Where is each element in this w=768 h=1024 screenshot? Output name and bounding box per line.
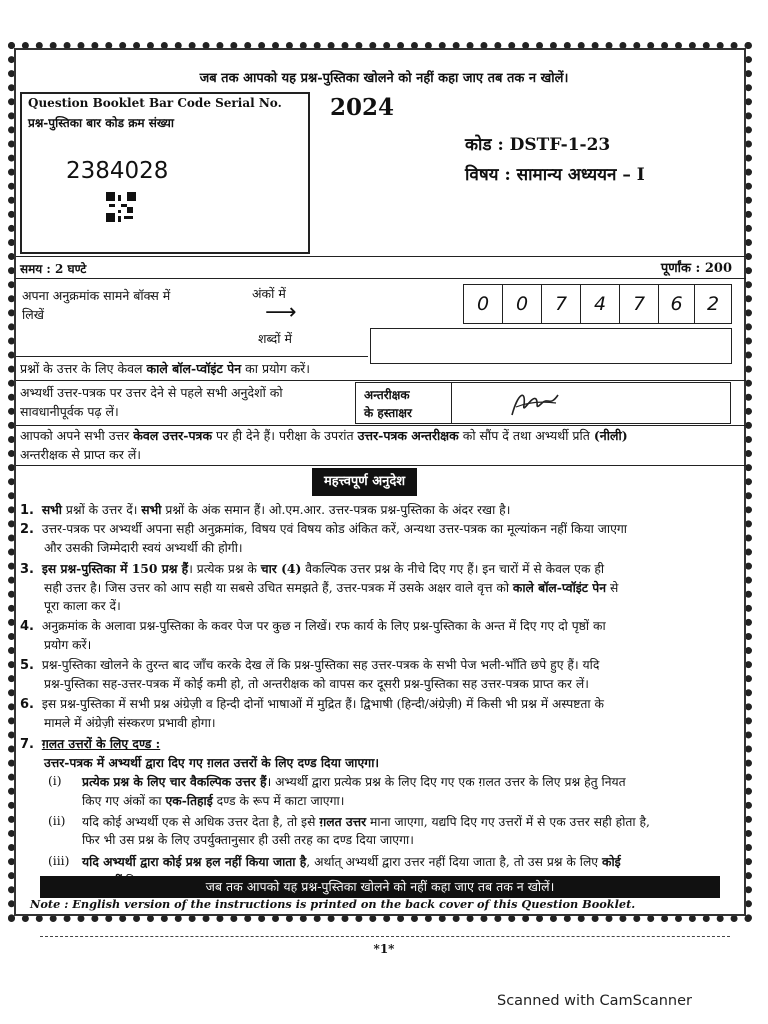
instruction-7-sub: उत्तर-पत्रक में अभ्यर्थी द्वारा दिए गए ग़लत उत्तरों के लिए दण्ड दिया जाएगा। bbox=[44, 755, 380, 770]
roll-digit: 7 bbox=[554, 293, 568, 315]
in-words-label: शब्दों में bbox=[258, 331, 292, 346]
read-instruction-line1: अभ्यर्थी उत्तर-पत्रक पर उत्तर देने से पहले सभी अनुदेशों को bbox=[20, 385, 283, 400]
dashed-divider bbox=[40, 936, 730, 937]
instruction-2: 2. उत्तर-पत्रक पर अभ्यर्थी अपना सही अनुक्रमांक, विषय एवं विषय कोड अंकित करें, अन्यथा उत्तर-पत्रक का मूल्यांकन नहीं किया जाएगा bbox=[20, 522, 627, 537]
exam-time: समय : 2 घण्टे bbox=[20, 262, 87, 276]
roll-digit-box[interactable] bbox=[502, 284, 542, 324]
instruction-3-cont2: पूरा काला कर दें। bbox=[44, 599, 121, 613]
serial-number: 2384028 bbox=[66, 158, 169, 184]
top-warning: जब तक आपको यह प्रश्न-पुस्तिका खोलने को नहीं कहा जाए तब तक न खोलें। bbox=[199, 71, 569, 86]
roll-label-line1: अपना अनुक्रमांक सामने बॉक्स में bbox=[22, 288, 171, 303]
english-note: Note : English version of the instructions is printed on the back cover of this Question Booklet. bbox=[30, 897, 636, 911]
instruction-3-cont: सही उत्तर है। जिस उत्तर को आप सही या सबसे उचित समझते हैं, उत्तर-पत्रक में उसके अक्षर वाले वृत्त को काले बॉल-प्वॉइंट पेन से bbox=[44, 580, 619, 595]
scanner-watermark: Scanned with CamScanner bbox=[497, 993, 693, 1009]
invigilator-signature-box[interactable] bbox=[355, 382, 731, 424]
instruction-7-iii: यदि अभ्यर्थी द्वारा कोई प्रश्न हल नहीं किया जाता है, अर्थात्‌ अभ्यर्थी द्वारा उत्तर नहीं दिया जाता है, तो उस प्रश्न के लिए कोई bbox=[82, 854, 621, 869]
arrow-right-icon: ⟶ bbox=[265, 300, 297, 325]
roll-digit: 6 bbox=[670, 293, 683, 315]
roll-label-line2: लिखें bbox=[22, 307, 44, 322]
instruction-6: 6. इस प्रश्न-पुस्तिका में सभी प्रश्न अंग्रेज़ी व हिन्दी दोनों भाषाओं में मुद्रित हैं। द्विभाषी (हिन्दी/अंग्रेज़ी) में किसी भी प्रश्न में अस्पष्टता के bbox=[20, 697, 604, 712]
roll-digit-box[interactable] bbox=[463, 284, 503, 324]
roll-digit-box[interactable] bbox=[694, 284, 732, 324]
divider-line bbox=[16, 278, 746, 279]
submit-instruction-line1: आपको अपने सभी उत्तर केवल उत्तर-पत्रक पर ही देने हैं। परीक्षा के उपरांत उत्तर-पत्रक अन्तरीक्षक को सौंप दें तथा अभ्यर्थी प्रति (नीली) bbox=[20, 428, 628, 443]
important-instructions-heading: महत्त्वपूर्ण अनुदेश bbox=[312, 468, 417, 496]
signature-icon bbox=[506, 385, 566, 421]
instruction-3: 3. इस प्रश्न-पुस्तिका में 150 प्रश्न हैं। प्रत्येक प्रश्न के चार (4) वैकल्पिक उत्तर प्रश्न के नीचे दिए गए हैं। इन चारों में से केवल एक ही bbox=[20, 561, 605, 577]
roll-digit-box[interactable] bbox=[580, 284, 620, 324]
instruction-1: 1. सभी प्रश्नों के उत्तर दें। सभी प्रश्नों के अंक समान हैं। ओ.एम.आर. उत्तर-पत्रक प्रश्न-पुस्तिका के अंदर रखा है। bbox=[20, 502, 511, 518]
pen-instruction: प्रश्नों के उत्तर के लिए केवल काले बॉल-प्वॉइंट पेन का प्रयोग करें। bbox=[20, 361, 311, 376]
instruction-5-cont: प्रश्न-पुस्तिका सह-उत्तर-पत्रक में कोई कमी हो, तो अन्तरीक्षक को वापस कर दूसरी प्रश्न-पुस्तिका सह उत्तर-पत्रक प्राप्त कर लें। bbox=[44, 677, 589, 691]
divider-line bbox=[16, 380, 746, 381]
divider-line bbox=[16, 256, 746, 257]
barcode-label-en: Question Booklet Bar Code Serial No. bbox=[28, 96, 282, 110]
instruction-6-cont: मामले में अंग्रेज़ी संस्करण प्रभावी होगा। bbox=[44, 716, 216, 730]
sub-marker: (i) bbox=[48, 774, 62, 788]
roll-digit-box[interactable] bbox=[619, 284, 659, 324]
divider-line bbox=[16, 425, 746, 426]
sub-marker: (ii) bbox=[48, 814, 66, 828]
read-instruction-line2: सावधानीपूर्वक पढ़ लें। bbox=[20, 404, 119, 419]
instruction-5: 5. प्रश्न-पुस्तिका खोलने के तुरन्त बाद जाँच करके देख लें कि प्रश्न-पुस्तिका सह उत्तर-पत्रक के सभी पेज भली-भाँति छपे हुए हैं। यदि bbox=[20, 658, 600, 673]
instruction-7-i-cont: किए गए अंकों का एक-तिहाई दण्ड के रूप में काटा जाएगा। bbox=[82, 793, 345, 808]
instruction-7-i: प्रत्येक प्रश्न के लिए चार वैकल्पिक उत्तर हैं। अभ्यर्थी द्वारा प्रत्येक प्रश्न के लिए दिए गए एक ग़लत उत्तर के लिए प्रश्न हेतु नियत bbox=[82, 774, 626, 789]
sub-marker: (iii) bbox=[48, 854, 70, 868]
page-number: *1* bbox=[373, 942, 395, 956]
instruction-7: 7. ग़लत उत्तरों के लिए दण्ड : bbox=[20, 736, 161, 752]
exam-code: कोड : DSTF-1-23 bbox=[465, 135, 611, 155]
qr-code-icon bbox=[106, 192, 136, 222]
barcode-label-hi: प्रश्न-पुस्तिका बार कोड क्रम संख्या bbox=[28, 116, 174, 130]
instruction-2-cont: और उसकी जिम्मेदारी स्वयं अभ्यर्थी की होगी। bbox=[44, 541, 243, 555]
roll-digit: 0 bbox=[515, 293, 529, 315]
roll-digit: 0 bbox=[476, 293, 490, 315]
divider-line bbox=[16, 465, 746, 466]
roll-digit: 7 bbox=[632, 293, 646, 315]
in-digits-label: अंकों में bbox=[252, 286, 286, 301]
exam-subject: विषय : सामान्य अध्ययन – I bbox=[465, 165, 645, 185]
roll-words-field[interactable] bbox=[370, 328, 732, 364]
instruction-7-ii: यदि कोई अभ्यर्थी एक से अधिक उत्तर देता है, तो इसे ग़लत उत्तर माना जाएगा, यद्यपि दिए गए उत्तरों में से एक उत्तर सही होता है, bbox=[82, 814, 650, 829]
submit-instruction-line2: अन्तरीक्षक से प्राप्त कर लें। bbox=[20, 447, 142, 462]
exam-year: 2024 bbox=[330, 94, 395, 121]
instruction-4-cont: प्रयोग करें। bbox=[44, 638, 92, 652]
roll-digit: 4 bbox=[593, 293, 607, 315]
max-marks: पूर्णांक : 200 bbox=[660, 261, 732, 276]
bottom-warning-bar: जब तक आपको यह प्रश्न-पुस्तिका खोलने को नहीं कहा जाए तब तक न खोलें। bbox=[40, 876, 720, 898]
barcode-box bbox=[20, 92, 310, 254]
divider-line bbox=[16, 356, 368, 357]
instruction-7-ii-cont: फिर भी उस प्रश्न के लिए उपर्युक्तानुसार ही उसी तरह का दण्ड दिया जाएगा। bbox=[82, 833, 414, 847]
invigilator-label-line1: अन्तरीक्षक bbox=[364, 388, 410, 402]
invigilator-label-line2: के हस्ताक्षर bbox=[364, 406, 412, 420]
roll-digit-box[interactable] bbox=[541, 284, 581, 324]
roll-digit: 2 bbox=[706, 293, 720, 315]
roll-digit-box[interactable] bbox=[658, 284, 695, 324]
instruction-4: 4. अनुक्रमांक के अलावा प्रश्न-पुस्तिका के कवर पेज पर कुछ न लिखें। रफ कार्य के लिए प्रश्न-पुस्तिका के अन्त में दिए गए दो पृष्ठों का bbox=[20, 619, 606, 634]
